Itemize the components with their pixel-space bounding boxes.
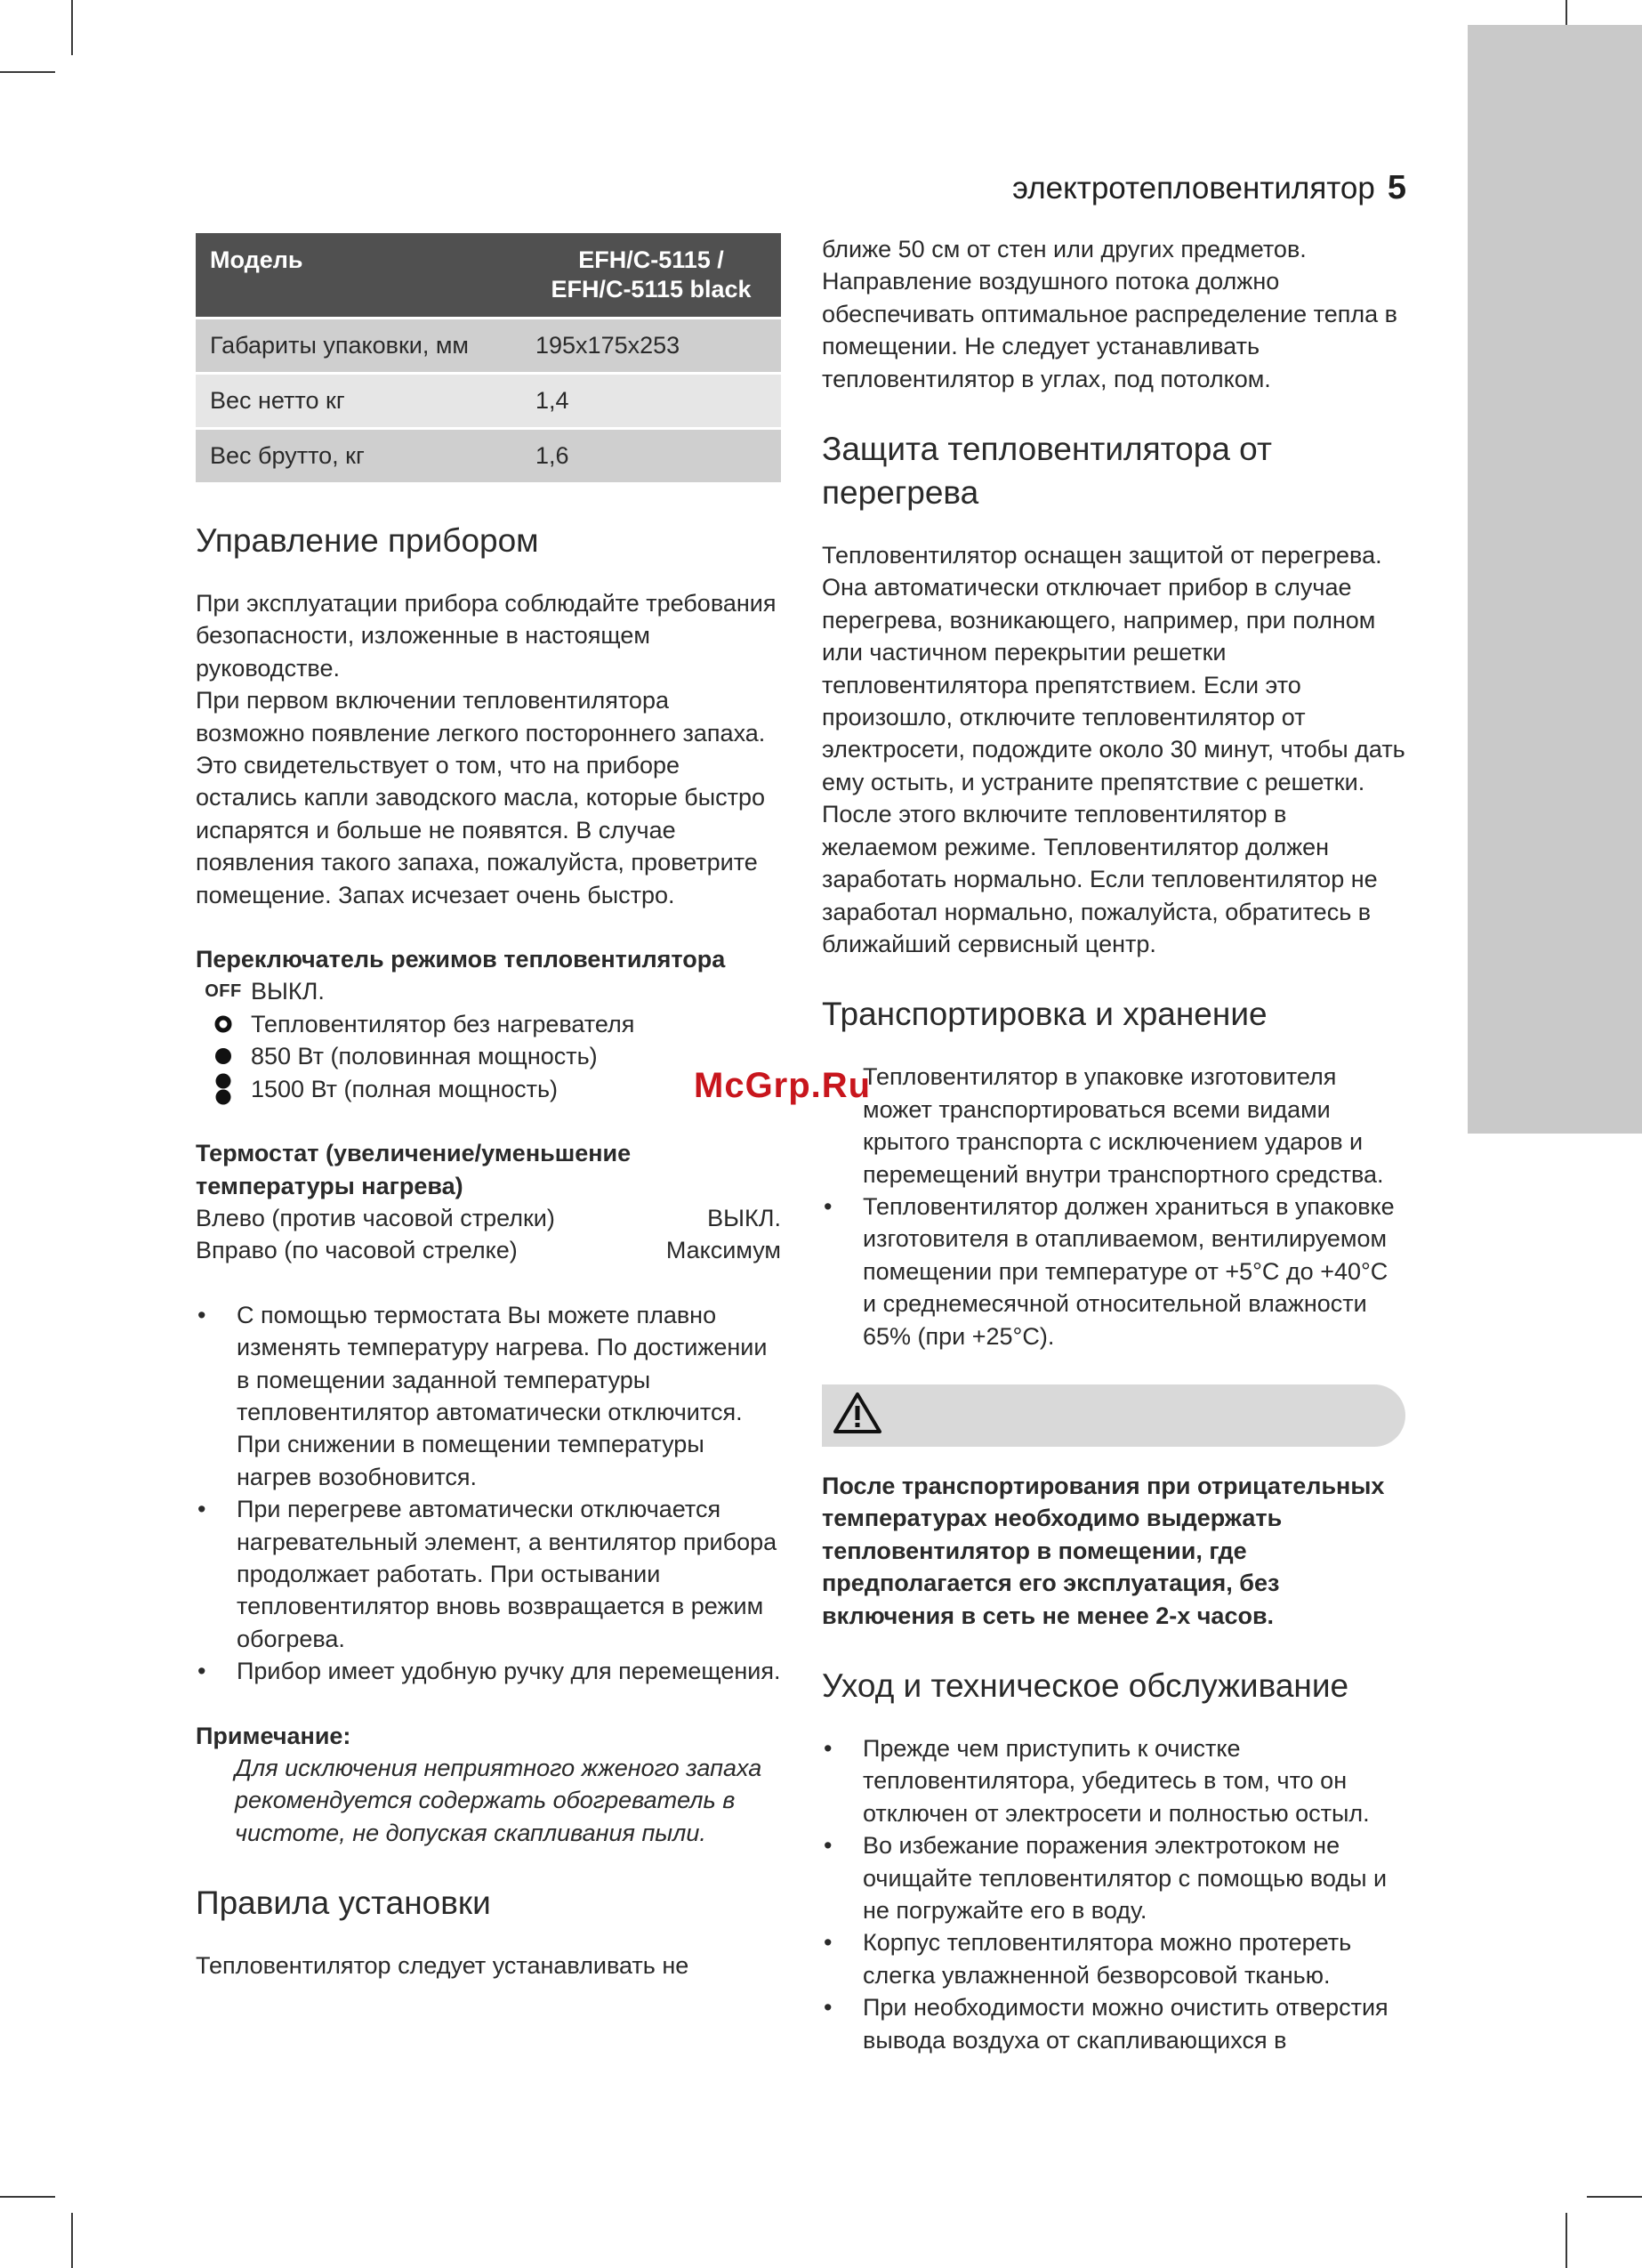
crop-mark	[71, 2213, 73, 2268]
thermostat-row	[196, 1234, 781, 1266]
control-paragraph-2: При первом включении тепловентилятора возможно появление легкого постороннего запаха. Это свидетельствует о том, что на приборе остались капли заводского масла, которые быстро испарятся и больше не появятся. В случае появления такого запаха, пожалуйста, проветрите помещение. Запах исчезает очень быстро.	[196, 687, 766, 908]
fan-ring-icon	[196, 1015, 251, 1033]
control-paragraph-1: При эксплуатации прибора соблюдайте требования безопасности, изложенные в настоящем руководстве.	[196, 590, 777, 682]
care-bullets	[822, 1732, 1405, 2056]
table-row	[196, 319, 781, 374]
warning-triangle-icon	[833, 1392, 882, 1439]
single-dot-icon	[196, 1047, 251, 1065]
crop-mark	[1587, 2196, 1642, 2198]
thermostat-direction: Влево (против часовой стрелки)	[196, 1204, 555, 1231]
off-icon: OFF	[205, 981, 242, 1002]
crop-mark	[1566, 2213, 1567, 2268]
mode-item	[196, 975, 781, 1007]
note-title: Примечание:	[196, 1722, 351, 1749]
mode-item	[196, 1008, 781, 1040]
spec-label: Габариты упаковки, мм	[196, 319, 521, 374]
thermostat-title: Термостат (увеличение/уменьшение температуры нагрева)	[196, 1140, 632, 1199]
install-text-left: Тепловентилятор следует устанавливать не	[196, 1952, 689, 1980]
mode-label: 850 Вт (половинная мощность)	[251, 1043, 598, 1070]
thermostat-value: Максимум	[665, 1237, 781, 1264]
note-text: Для исключения неприятного жженого запаха рекомендуется содержать обогреватель в чистоте, не допуская скапливания пыли.	[235, 1755, 762, 1846]
right-column	[822, 233, 1405, 2056]
list-item: • При перегреве автоматически отключается нагревательный элемент, а вентилятор прибора продолжает работать. При остывании тепловентилятор вновь возвращается в режим обогрева.	[196, 1493, 781, 1655]
spec-value: 1,4	[521, 374, 781, 429]
transport-bullets	[822, 1061, 1405, 1352]
overheat-text: Тепловентилятор оснащен защитой от перегрева. Она автоматически отключает прибор в случае перегрева, возникающего, например, при полном или частичном перекрытии решетки тепловентилятора препятствием. Если это произошло, отключите тепловентилятор от электросети, подождите около 30 минут, чтобы дать ему остыть, и устраните препятствие с решетки. После этого включите тепловентилятор в желаемом режиме. Тепловентилятор должен заработать нормально. Если тепловентилятор не заработал нормально, пожалуйста, обратитесь в ближайший сервисный центр.	[822, 542, 1405, 957]
crop-mark	[0, 2196, 55, 2198]
list-item: • Прежде чем приступить к очистке тепловентилятора, убедитесь в том, что он отключен от электросети и полностью остыл.	[822, 1732, 1405, 1829]
table-row	[196, 429, 781, 484]
thermostat-row	[196, 1202, 781, 1234]
spec-label: Вес нетто кг	[196, 374, 521, 429]
list-item: • Корпус тепловентилятора можно протереть слегка увлажненной безворсовой тканью.	[822, 1926, 1405, 1991]
list-item: • Прибор имеет удобную ручку для перемещения.	[196, 1655, 781, 1687]
list-item: • Тепловентилятор в упаковке изготовителя может транспортироваться всеми видами крытого транспорта с исключением ударов и перемещений внутри транспортного средства.	[822, 1061, 1405, 1190]
spec-table	[196, 233, 781, 485]
spec-value: 1,6	[521, 429, 781, 484]
warning-bar	[822, 1384, 1405, 1447]
warning-text: После транспортирования при отрицательных температурах необходимо выдержать тепловентилятор в помещении, где предполагается его эксплуатация, без включения в сеть не менее 2-х часов.	[822, 1472, 1385, 1629]
list-item: • Во избежание поражения электротоком не очищайте тепловентилятор с помощью воды и не погружайте его в воду.	[822, 1829, 1405, 1926]
mode-label: Тепловентилятор без нагревателя	[251, 1010, 635, 1037]
mode-label: ВЫКЛ.	[251, 978, 325, 1005]
double-dot-icon	[196, 1073, 251, 1105]
left-column	[196, 233, 781, 1982]
watermark: McGrp.Ru	[694, 1066, 872, 1105]
spec-header-value: EFH/C-5115 / EFH/C-5115 black	[521, 233, 781, 319]
thermostat-direction: Вправо (по часовой стрелке)	[196, 1237, 518, 1264]
spec-label: Вес брутто, кг	[196, 429, 521, 484]
list-item: • Тепловентилятор должен храниться в упаковке изготовителя в отапливаемом, вентилируемом помещении при температуре от +5°С до +40°С и среднемесячной относительной влажности 65% (при +25°С).	[822, 1190, 1405, 1352]
section-title-control: Управление прибором	[196, 522, 539, 559]
page-number: 5	[1387, 169, 1406, 206]
list-item: • С помощью термостата Вы можете плавно изменять температуру нагрева. По достижении в помещении заданной температуры тепловентилятор автоматически отключится. При снижении в помещении температуры нагрев возобновится.	[196, 1299, 781, 1493]
thermostat-value: ВЫКЛ.	[707, 1204, 781, 1231]
list-item: • При необходимости можно очистить отверстия вывода воздуха от скапливающихся в	[822, 1991, 1405, 2056]
section-title-care: Уход и техническое обслуживание	[822, 1667, 1349, 1704]
spec-header-label: Модель	[196, 233, 521, 319]
thermostat-bullets	[196, 1299, 781, 1688]
crop-mark	[71, 0, 73, 55]
spec-header-row	[196, 233, 781, 319]
header-title: электротепловентилятор	[1012, 171, 1375, 206]
install-text-right: ближе 50 см от стен или других предметов. Направление воздушного потока должно обеспечивать оптимальное распределение тепла в помещении. Не следует устанавливать тепловентилятор в углах, под потолком.	[822, 236, 1397, 392]
modes-title: Переключатель режимов тепловентилятора	[196, 946, 726, 973]
section-title-install: Правила установки	[196, 1885, 491, 1922]
spec-value: 195х175х253	[521, 319, 781, 374]
mode-label: 1500 Вт (полная мощность)	[251, 1075, 559, 1102]
section-title-overheat: Защита тепловентилятора от перегрева	[822, 431, 1272, 512]
page-header	[1012, 169, 1406, 207]
crop-mark	[0, 71, 55, 73]
section-title-transport: Транспортировка и хранение	[822, 996, 1268, 1033]
table-row	[196, 374, 781, 429]
side-tab	[1468, 25, 1642, 1134]
